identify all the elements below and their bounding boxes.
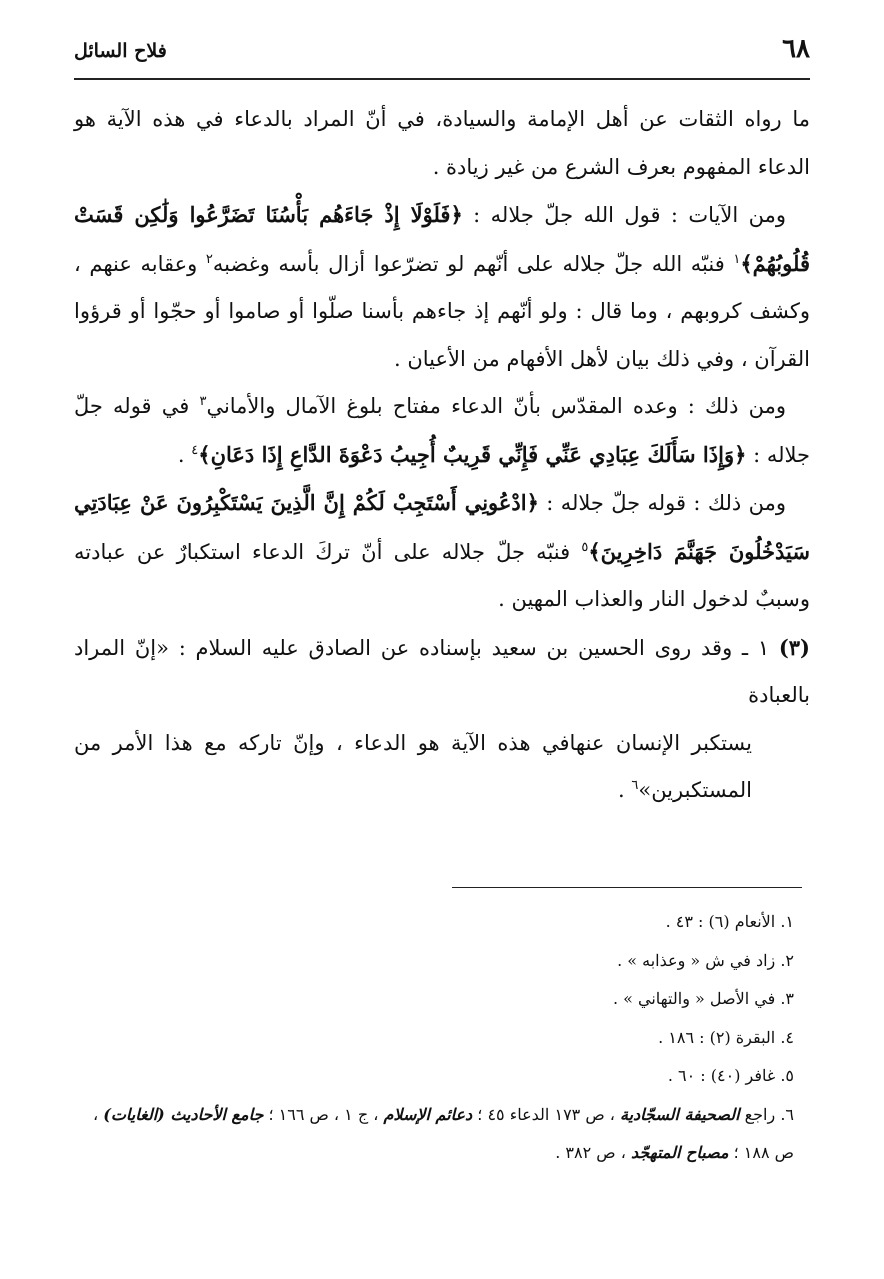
footnote-ref-2[interactable]: ٢ <box>205 251 213 267</box>
paragraph-4 <box>74 479 810 624</box>
paragraph-4-rest: فنبّه جلّ جلاله على أنّ تركَ الدعاء استكبارٌ عن عبادته وسببٌ لدخول النار والعذاب المهين . <box>74 539 810 611</box>
paragraph-4-intro: ومن ذلك : قوله جلّ جلاله : <box>538 491 786 515</box>
footnote-divider <box>452 887 802 888</box>
footnote-6-text-c: ، ص ١٧٣ الدعاء ٤٥ ؛ <box>472 1104 621 1124</box>
hadith-section <box>74 624 810 815</box>
paragraph-3-end: . <box>177 442 192 467</box>
paragraph-3-middle: في قوله جلّ جلاله : <box>74 394 810 467</box>
footnote-4: ٤. البقرة (٢) : ١٨٦ . <box>658 1027 794 1047</box>
hadith-line-1: ١ ـ وقد روى الحسين بن سعيد بإسناده عن الصادق عليه السلام : «إنّ المراد بالعبادة <box>74 635 810 707</box>
footnote-5: ٥. غافر (٤٠) : ٦٠ . <box>667 1066 794 1085</box>
footnote-6-source-1: الصحيفة السجّادية <box>620 1104 740 1124</box>
footnote-6 <box>74 1096 794 1173</box>
footnote-6-source-4: مصباح المتهجّد <box>630 1143 729 1162</box>
section-marker: (٣) <box>778 634 810 660</box>
hadith-line-2: يستكبر الإنسان عنهافي هذه الآية هو الدعاء ، وإنّ تاركه مع هذا الأمر من المستكبرين» <box>74 730 752 802</box>
footnote-ref-3[interactable]: ٣ <box>199 394 207 409</box>
paragraph-2-rest: وعقابه عنهم ، وكشف كروبهم ، وما قال : ولو أنّهم إذ جاءهم بأسنا صلّوا أو صاموا أو حجّوا أو قرؤوا القرآن ، وفي ذلك بيان لأهل الأفهام من الأعيان . <box>74 251 810 371</box>
footnote-6-source-2: دعائم الإسلام <box>383 1104 473 1124</box>
quran-verse-3: ﴿ادْعُونِي أَسْتَجِبْ لَكُمْ إِنَّ الَّذِينَ يَسْتَكْبِرُونَ عَنْ عِبَادَتِي سَيَدْخُلُونَ جَهَنَّمَ دَاخِرِينَ﴾ <box>74 490 810 564</box>
quran-verse-2: ﴿وَإِذَا سَأَلَكَ عِبَادِي عَنِّي فَإِنِّي قَرِيبٌ أُجِيبُ دَعْوَةَ الدَّاعِ إِذَا دَعَانِ﴾ <box>198 441 747 467</box>
footnote-ref-5[interactable]: ٥ <box>581 539 589 555</box>
footnote-3: ٣. في الأصل « والتهاني » . <box>612 989 794 1008</box>
paragraph-2-intro: ومن الآيات : قول الله جلّ جلاله : <box>462 203 786 227</box>
paragraph-3-intro: ومن ذلك : وعده المقدّس بأنّ الدعاء مفتاح بلوغ الآمال والأماني <box>206 394 786 418</box>
running-title: فلاح السائل <box>74 40 167 62</box>
footnotes <box>74 903 794 1173</box>
hadith-continuation <box>74 720 810 815</box>
paragraph-3 <box>74 383 810 479</box>
footnote-6-text-g: ، ص ١٨٨ ؛ <box>93 1104 794 1162</box>
footnote-1: ١. الأنعام (٦) : ٤٣ . <box>665 912 794 931</box>
paragraph-2 <box>74 191 810 383</box>
footnote-ref-1[interactable]: ١ <box>733 251 741 267</box>
hadith-end: . <box>618 778 632 802</box>
footnote-6-text-e: ، ج ١ ، ص ١٦٦ ؛ <box>263 1104 384 1124</box>
paragraph-2-middle: فنبّه الله جلّ جلاله على أنّهم لو تضرّعوا أزال بأسه وغضبه <box>212 251 734 276</box>
page-header <box>74 30 810 80</box>
footnote-ref-4[interactable]: ٤ <box>191 442 199 458</box>
main-text <box>74 96 810 815</box>
footnote-6-source-3: جامع الأحاديث (الغايات) <box>103 1104 264 1124</box>
page-number: ٦٨ <box>782 34 810 64</box>
paragraph-1: ما رواه الثقات عن أهل الإمامة والسيادة، في أنّ المراد بالدعاء في هذه الآية هو الدعاء المفهوم بعرف الشرع من غير زيادة . <box>74 107 810 179</box>
footnote-6-text-i: ، ص ٣٨٢ . <box>555 1143 631 1162</box>
quran-verse-1: ﴿فَلَوْلَا إِذْ جَاءَهُم بَأْسُنَا تَضَرَّعُوا وَلَٰكِن قَسَتْ قُلُوبُهُمْ﴾ <box>74 202 810 276</box>
footnote-ref-6[interactable]: ٦ <box>631 778 639 793</box>
footnote-6-text-a: ٦. راجع <box>739 1104 794 1124</box>
footnote-2: ٢. زاد في ش « وعذابه » . <box>617 950 794 970</box>
